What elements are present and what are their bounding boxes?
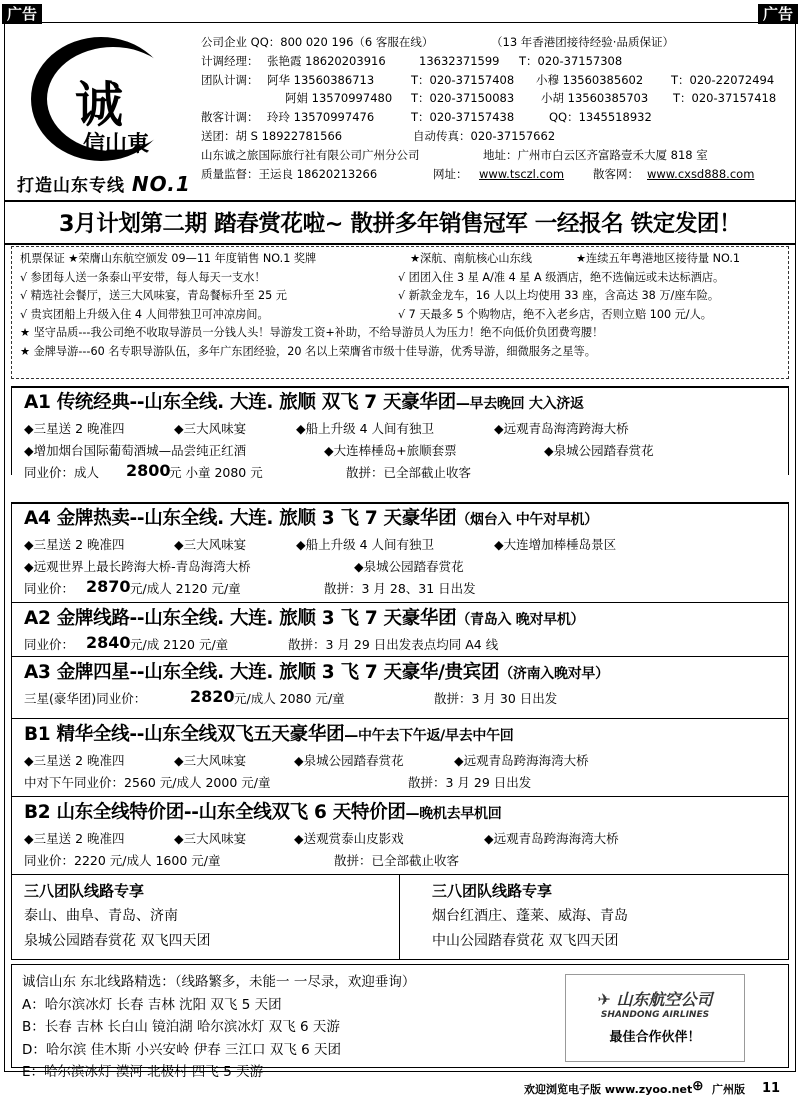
route-a2: A2 金牌线路--山东全线. 大连. 旅顺 3 飞 7 天豪华团（青岛入 晚对早机） 同业价： 2840 元/成 2120 元/童 散拼：3 月 29 日出发表点均同 A4 线: [11, 602, 789, 656]
list-item: A：哈尔滨冰灯 长春 吉林 沈阳 双飞 5 天团: [22, 996, 282, 1013]
svg-text:信山東: 信山東: [83, 131, 150, 157]
route-a1: A1 传统经典--山东全线. 大连. 旅顺 双飞 7 天豪华团—早去晚回 大入济返 ◆三星送 2 晚准四 ◆三大风味宴 ◆船上升级 4 人间有独卫 ◆远观青岛海湾跨海大桥 ◆增加烟台国际葡萄酒城—品尝纯正红酒 ◆大连棒棰岛+旅顺套票 ◆泉城公园踏春赏花 同业价：成人 2800 元 小童 2080 元 散拼：已全部截止收客: [11, 386, 789, 475]
route-a3: A3 金牌四星--山东全线. 大连. 旅顺 3 飞 7 天豪华/贵宾团（济南入晚对早） 三星(豪华团)同业价： 2820 元/成人 2080 元/童 散拼：3 月 30 日出发: [11, 656, 789, 718]
group-left: 三八团队线路专享 泰山、曲阜、青岛、济南 泉城公园踏春赏花 双飞四天团: [12, 875, 400, 959]
airline-logo-icon: ✈: [597, 990, 611, 1009]
list-item: D：哈尔滨 佳木斯 小兴安岭 伊春 三江口 双飞 6 天团: [22, 1041, 342, 1058]
ad-tag-right: 广告: [758, 4, 798, 24]
group-right: 三八团队线路专享 烟台红酒庄、蓬莱、威海、青岛 中山公园踏春赏花 双飞四天团: [432, 882, 628, 949]
website-link[interactable]: www.tsczl.com: [479, 166, 565, 181]
contact-info: 公司企业 QQ：800 020 196（6 客服在线） （13 年香港团接待经验·品质保证） 计调经理： 张艳霞 18620203916 13632371599 T：020-37157308 团队计调： 阿华 13560386713 T：020-37157408 小穆 13560385602 T：020-22072494 阿娟 13570997480 T：020-37150083 小胡 13560385703 T：020-37157418 散客计调： 玲玲 13570997476 T：020-37157438 QQ：1345518932 送团：胡 S 18922781566 自动传真：020-37157662 山东诚之旅国际旅行社有限公司广州分公司 地址：广州市白云区齐富路壹禾大厦 818 室 质量监督：王运良 18620213266 网址： www.tsczl.com 散客网： www.cxsd888.com: [201, 33, 791, 183]
list-item: E：哈尔滨冰灯 漠河 北极村 四飞 5 天游: [22, 1064, 264, 1080]
slogan: 打造山东专线 NO.1: [17, 172, 191, 196]
partner-badge: ✈ 山东航空公司 SHANDONG AIRLINES 最佳合作伙伴！: [565, 974, 745, 1062]
features-box: 机票保证 ★荣膺山东航空颁发 09—11 年度销售 NO.1 奖牌 ★深航、南航核心山东线 ★连续五年粤港地区接待量 NO.1 √ 参团每人送一条泰山平安带，每人每天一支水！ √ 团团入住 3 星 A/准 4 星 A 级酒店，绝不选偏远或未达标酒店。 √ 精选社会餐厅，送三大风味宴，青岛餐标升至 25 元 √ 新款金龙车，16 人以上均使用 33 座，含高达 38 万/座车险。 √ 贵宾团船上升级入住 4 人间带独卫可冲凉房间。 √ 7 天最多 5 个购物店，绝不入老乡店，否则立赔 100 元/人。 ★ 坚守品质---我公司绝不收取导游员一分钱人头！导游发工资+补助，不给导游员人为压力！绝不向低价负团费弯腰！ ★ 金牌导游---60 名专职导游队伍，多年广东团经验，20 名以上荣膺省市级十佳导游，优秀导游，细微服务之星等。: [11, 246, 789, 379]
page-footer: 欢迎浏览电子版 www.zyoo.net ⊕ 广州版 11: [524, 1078, 781, 1096]
svg-text:诚: 诚: [75, 77, 124, 133]
route-b1: B1 精华全线--山东全线双飞五天豪华团—中午去下午返/早去中午回 ◆三星送 2 晚准四 ◆三大风味宴 ◆泉城公园踏春赏花 ◆远观青岛跨海海湾大桥 中对下午同业价：2560 元/成人 2000 元/童 散拼：3 月 29 日出发: [11, 718, 789, 796]
group-routes: [11, 874, 789, 960]
headline: 3月计划第二期 踏春赏花啦~ 散拼多年销售冠军 一经报名 铁定发团！: [5, 200, 795, 245]
list-item: B：长春 吉林 长白山 镜泊湖 哈尔滨冰灯 双飞 6 天游: [22, 1019, 340, 1035]
ad-page: [4, 22, 796, 1080]
globe-icon: ⊕: [692, 1078, 704, 1094]
route-a4: A4 金牌热卖--山东全线. 大连. 旅顺 3 飞 7 天豪华团（烟台入 中午对早机） ◆三星送 2 晚准四 ◆三大风味宴 ◆船上升级 4 人间有独卫 ◆大连增加棒棰岛景区 ◆远观世界上最长跨海大桥-青岛海湾大桥 ◆泉城公园踏春赏花 同业价： 2870 元/成人 2120 元/童 散拼：3 月 28、31 日出发: [11, 502, 789, 602]
northeast-title: 诚信山东 东北线路精选：（线路繁多，未能一 一尽录，欢迎垂询）: [22, 974, 416, 990]
route-b2: B2 山东全线特价团--山东全线双飞 6 天特价团—晚机去早机回 ◆三星送 2 晚准四 ◆三大风味宴 ◆送观赏泰山皮影戏 ◆远观青岛跨海海湾大桥 同业价：2220 元/成人 1600 元/童 散拼：已全部截止收客: [11, 796, 789, 874]
retail-website-link[interactable]: www.cxsd888.com: [647, 166, 755, 181]
ad-tag-left: 广告: [2, 4, 42, 24]
